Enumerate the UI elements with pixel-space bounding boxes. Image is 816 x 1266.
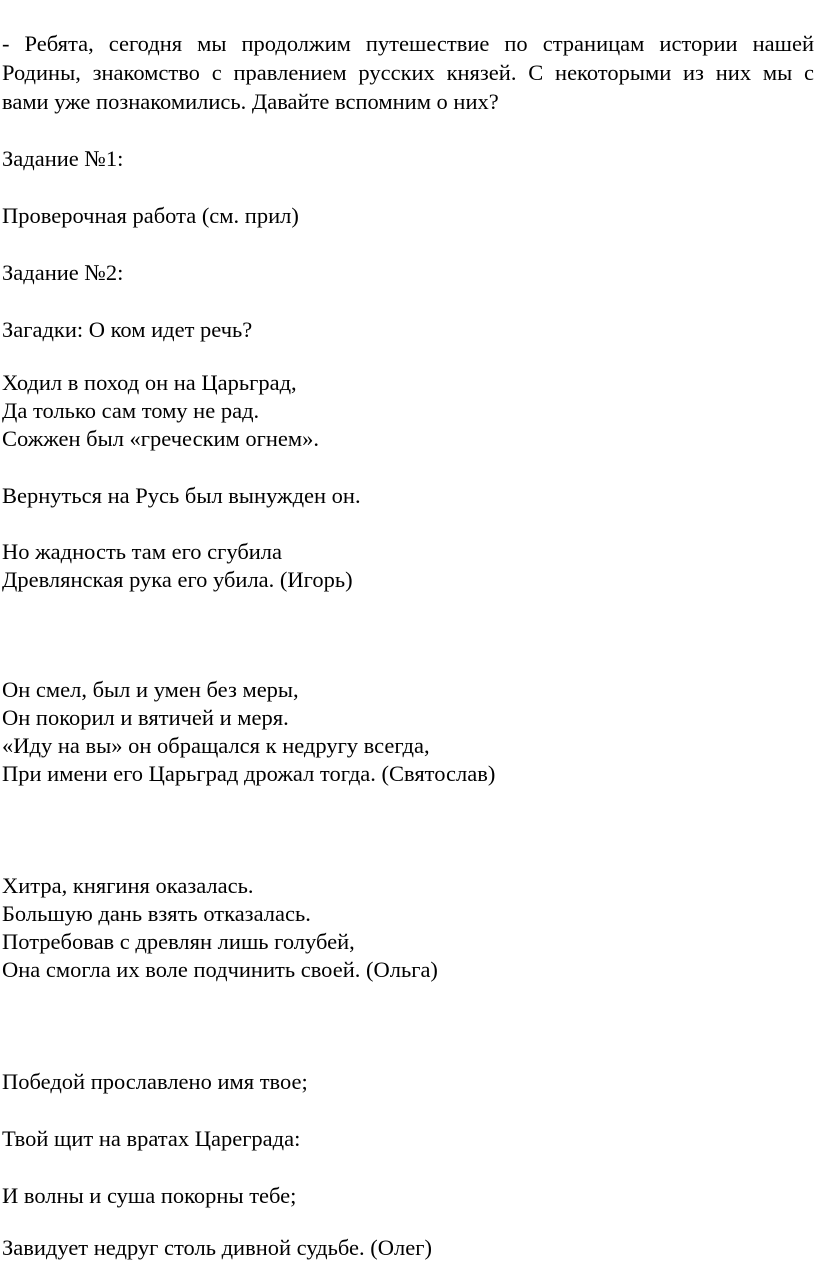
intro-line-3: вами уже познакомились. Давайте вспомним о них? xyxy=(2,89,499,114)
riddle-igor-line-4: Вернуться на Русь был вынужден он. xyxy=(2,483,361,508)
task2-text: Загадки: О ком идет речь? xyxy=(2,317,253,342)
task1-title: Задание №1: xyxy=(2,146,124,171)
riddle-olga-line-4: Она смогла их воле подчинить своей. (Ольга) xyxy=(2,957,438,982)
riddle-igor-line-1: Ходил в поход он на Царьград, xyxy=(2,370,297,395)
riddle-igor-line-6: Древлянская рука его убила. (Игорь) xyxy=(2,567,353,592)
riddle-svyatoslav-line-4: При имени его Царьград дрожал тогда. (Святослав) xyxy=(2,761,496,786)
riddle-svyatoslav-line-1: Он смел, был и умен без меры, xyxy=(2,677,299,702)
riddle-oleg-line-2: Твой щит на вратах Цареграда: xyxy=(2,1126,301,1151)
riddle-olga-line-1: Хитра, княгиня оказалась. xyxy=(2,873,254,898)
riddle-oleg-line-4: Завидует недруг столь дивной судьбе. (Олег) xyxy=(2,1235,432,1260)
riddle-oleg-line-1: Победой прославлено имя твое; xyxy=(2,1069,308,1094)
intro-line-2: Родины, знакомство с правлением русских князей. С некоторыми из них мы с xyxy=(2,60,814,85)
riddle-olga-line-2: Большую дань взять отказалась. xyxy=(2,901,311,926)
riddle-oleg-line-3: И волны и суша покорны тебе; xyxy=(2,1183,297,1208)
riddle-igor-line-3: Сожжен был «греческим огнем». xyxy=(2,426,320,451)
task1-text: Проверочная работа (см. прил) xyxy=(2,203,299,228)
intro-line-1: - Ребята, сегодня мы продолжим путешествие по страницам истории нашей xyxy=(2,31,814,56)
riddle-svyatoslav-line-3: «Иду на вы» он обращался к недругу всегда, xyxy=(2,733,430,758)
riddle-igor-line-2: Да только сам тому не рад. xyxy=(2,398,260,423)
riddle-igor-line-5: Но жадность там его сгубила xyxy=(2,539,283,564)
riddle-svyatoslav-line-2: Он покорил и вятичей и меря. xyxy=(2,705,289,730)
riddle-olga-line-3: Потребовав с древлян лишь голубей, xyxy=(2,929,355,954)
task2-title: Задание №2: xyxy=(2,260,124,285)
